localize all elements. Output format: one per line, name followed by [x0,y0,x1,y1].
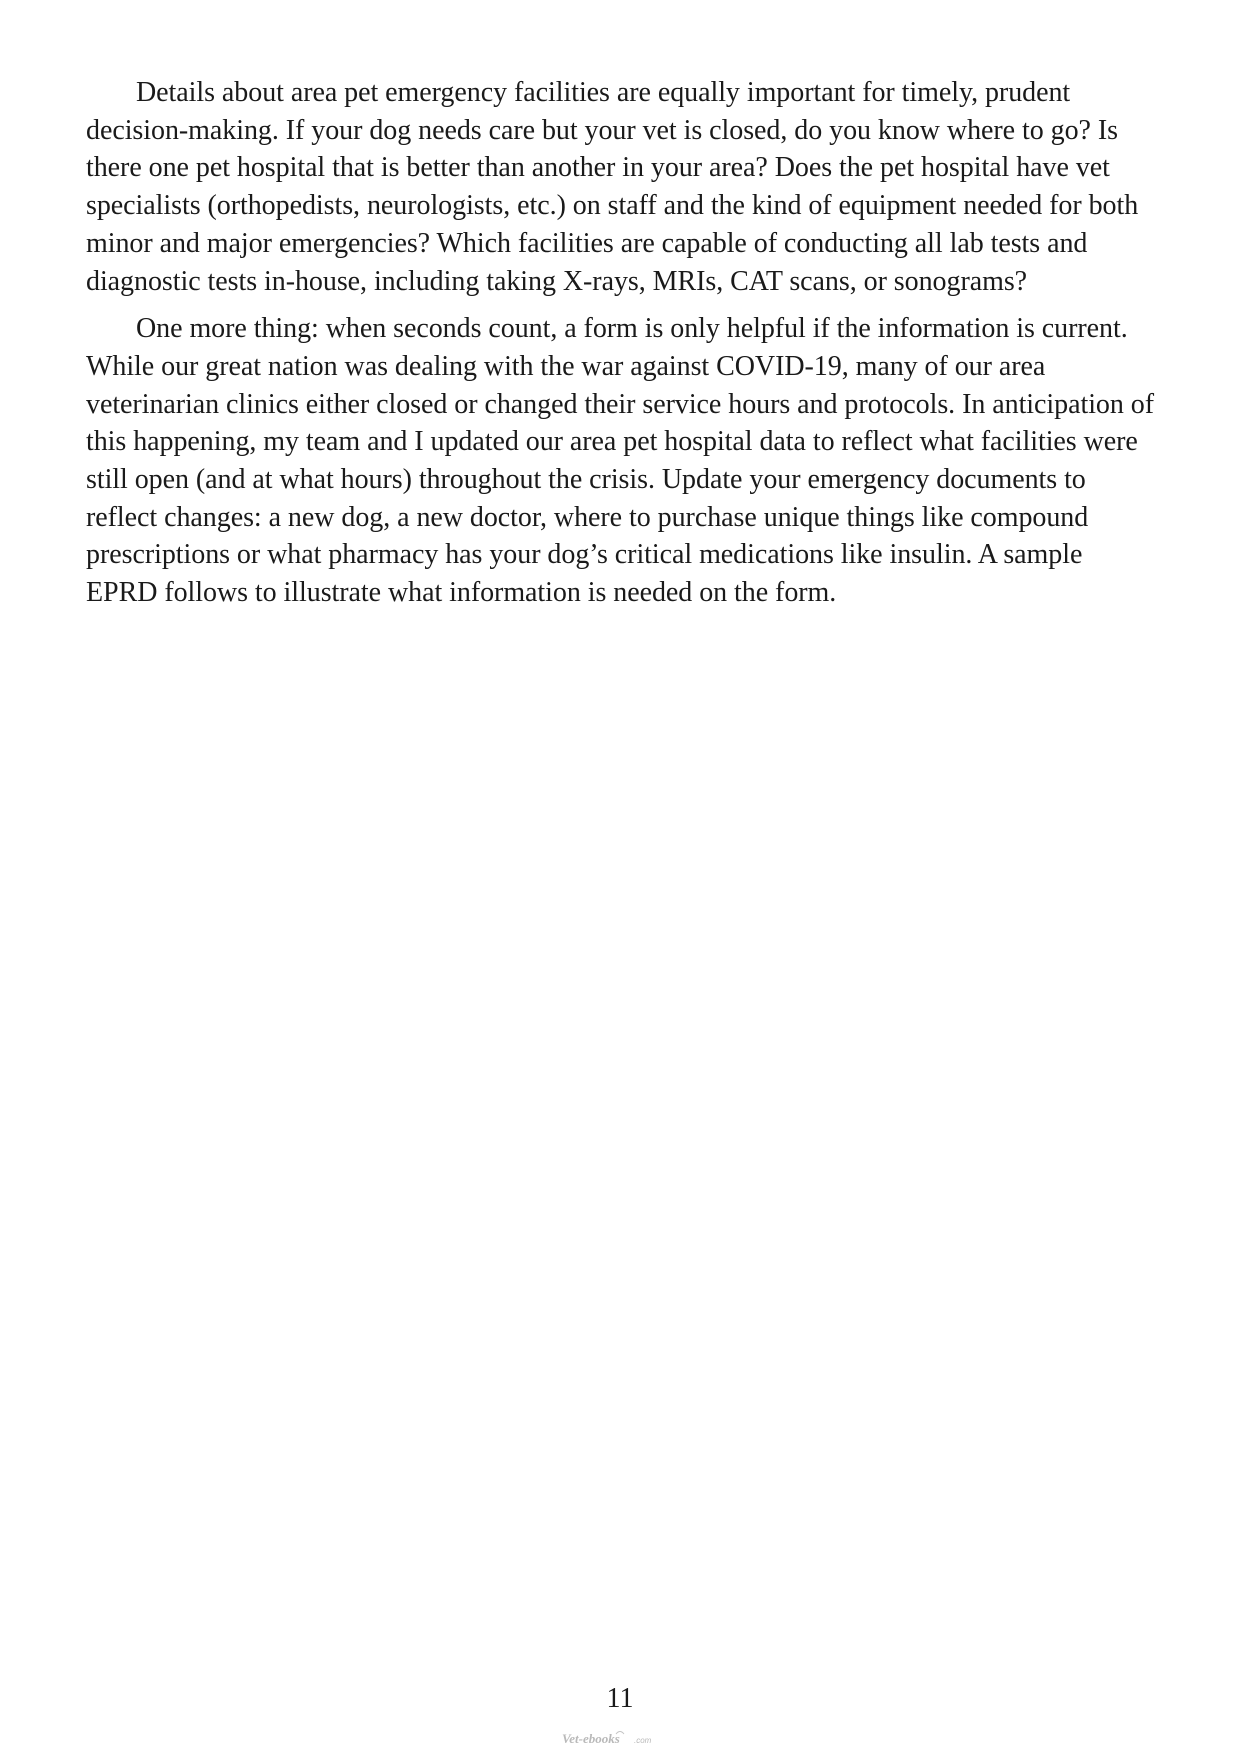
svg-text:.com: .com [634,1736,652,1745]
paragraph-emergency-facilities: Details about area pet emergency facilities are equally important for timely, prudent decision-making. If your dog needs care but your vet is closed, do you know where to go? Is there one pet hospital that is better than another in your area? Does the pet hospital have vet specialists (orthopedists, neurologists, etc.) on staff and the kind of equipment needed for both minor and major emergencies? Which facilities are capable of conducting all lab tests and diagnostic tests in-house, including taking X-rays, MRIs, CAT scans, or sonograms? [86,77,1139,297]
body-text [86,74,1156,622]
paragraph-keep-information-current: One more thing: when seconds count, a form is only helpful if the information is current. While our great nation was dealing with the war against COVID-19, many of our area veterinarian clinics either closed or changed their service hours and protocols. In anticipation of this happening, my team and I updated our area pet hospital data to reflect what facilities were still open (and at what hours) throughout the crisis. Update your emergency documents to reflect changes: a new dog, a new doctor, where to purchase unique things like compound prescriptions or what pharmacy has your dog’s critical medications like insulin. A sample EPRD follows to illustrate what information is needed on the form. [86,313,1154,609]
page-number: 11 [606,1683,634,1714]
watermark-logo [560,1728,680,1748]
svg-text:Vet-ebooks: Vet-ebooks [562,1731,620,1746]
